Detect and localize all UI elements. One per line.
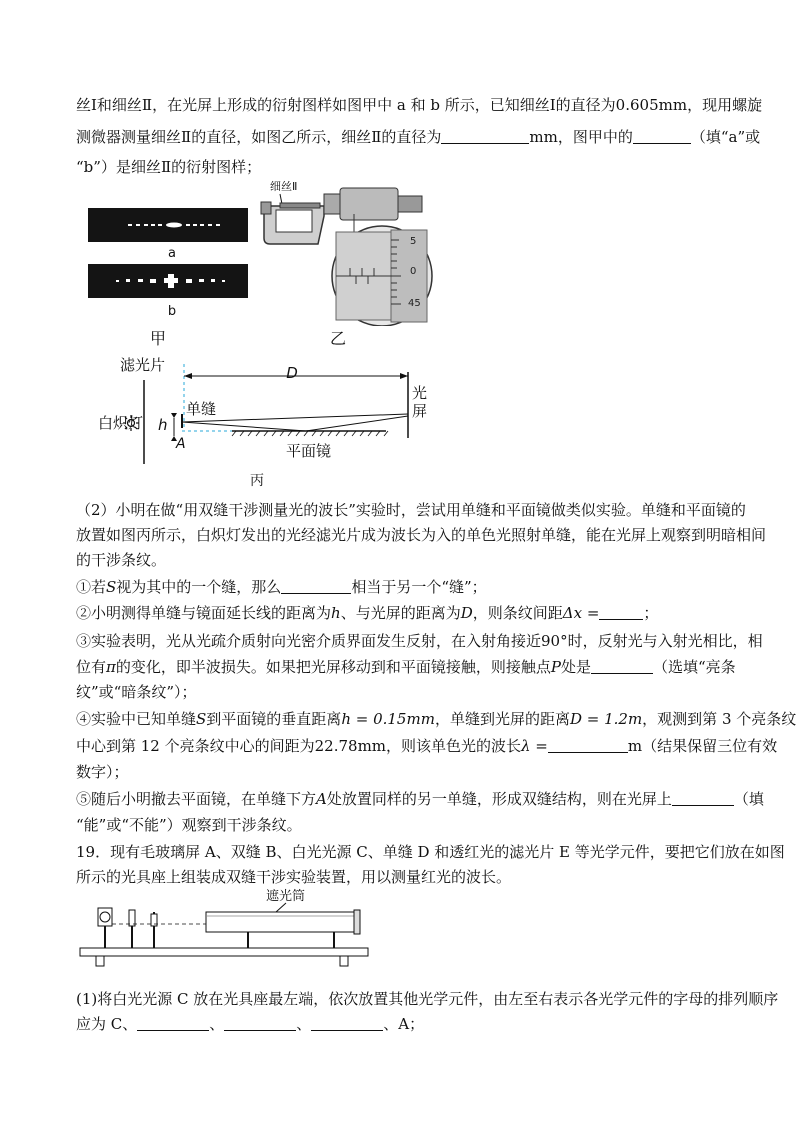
answer-blank-order-2[interactable] <box>224 1014 296 1031</box>
q19-p1-line-2 <box>76 1014 424 1034</box>
text: 位有 <box>76 658 107 676</box>
text: 的干涉条纹。 <box>76 551 167 569</box>
q2-line-1 <box>76 500 746 520</box>
text: 处是 <box>560 658 591 676</box>
text: 纹”或“暗条纹”）； <box>76 683 197 701</box>
value-D: D = 1.2m <box>569 710 643 728</box>
q2-line-2 <box>76 525 766 545</box>
text: ，则该单色光的波长 <box>386 737 522 755</box>
answer-blank-pattern[interactable] <box>633 127 691 144</box>
q2-sub-5 <box>76 789 764 809</box>
diameter-value: 0.605mm <box>615 96 688 114</box>
q2-sub-5-line-2 <box>76 815 302 835</box>
wire-label: 细丝Ⅱ <box>270 180 298 193</box>
answer-blank-3[interactable] <box>591 657 653 674</box>
symbol-dx: Δx <box>562 604 583 622</box>
text: （2）小明在做“用双缝干涉测量光的波长”实验时，尝试用单缝和平面镜做类似实验。单缝和平面镜的 <box>76 501 746 519</box>
text: ②小明测得单缝与镜面延长线的距离为 <box>76 604 332 622</box>
caption-yi: 乙 <box>330 329 347 348</box>
intro-line-3 <box>76 157 261 177</box>
symbol-A: A <box>316 790 327 808</box>
text: “b”）是细丝Ⅱ的衍射图样； <box>76 158 262 176</box>
text: 、 <box>209 1015 225 1033</box>
label-h: h <box>158 416 168 434</box>
label-a: a <box>168 246 176 261</box>
figure-jia <box>88 208 253 330</box>
q2-sub-3-line-2 <box>76 657 736 677</box>
filter-label: 滤光片 <box>120 356 166 374</box>
text: ，现用螺旋 <box>687 96 763 114</box>
text: （选填“亮条 <box>653 658 736 676</box>
intro-line-1 <box>76 95 762 115</box>
answer-blank-1[interactable] <box>281 577 351 594</box>
screen-label-1: 光 <box>412 384 428 402</box>
text: ，观测到第 3 个亮条纹 <box>642 710 797 728</box>
q2-sub-4 <box>76 709 796 729</box>
text: ； <box>643 604 659 622</box>
value-h: h = 0.15mm <box>341 710 435 728</box>
text: 处放置同样的另一单缝，形成双缝结构，则在光屏上 <box>326 790 672 808</box>
text: m（结果保留三位有效 <box>627 737 778 755</box>
text: 视为其中的一个缝，那么 <box>116 578 282 596</box>
label-A: A <box>176 436 186 452</box>
q19-line-2 <box>76 867 511 887</box>
q2-sub-4-line-2 <box>76 736 777 756</box>
text: 、与光屏的距离为 <box>340 604 461 622</box>
answer-blank-5[interactable] <box>672 789 734 806</box>
q2-sub-3-line-3 <box>76 682 197 702</box>
figure-optical-bench <box>76 886 376 976</box>
text: 、 <box>296 1015 312 1033</box>
shade-tube <box>206 912 356 932</box>
q2-sub-1 <box>76 577 487 597</box>
q2-sub-2 <box>76 603 658 623</box>
thimble[interactable] <box>340 188 398 220</box>
text: 应为 C、 <box>76 1015 138 1033</box>
text: 所示的光具座上组装成双缝干涉实验装置，用以测量红光的波长。 <box>76 868 512 886</box>
answer-blank-order-3[interactable] <box>311 1014 383 1031</box>
text: 、A； <box>383 1015 425 1033</box>
text: 相当于另一个“缝”； <box>351 578 487 596</box>
symbol-h: h <box>331 604 341 622</box>
text: ①若 <box>76 578 107 596</box>
mirror-label: 平面镜 <box>286 442 332 460</box>
figure-bing <box>96 352 456 472</box>
text: ，单缝到光屏的距离 <box>434 710 570 728</box>
symbol-P: P <box>550 658 561 676</box>
text: mm，图甲中的 <box>529 128 633 146</box>
symbol-lambda: λ = <box>521 737 548 755</box>
angle-90: 90° <box>541 632 568 650</box>
symbol-D: D <box>460 604 473 622</box>
screen-label-2: 屏 <box>412 402 428 420</box>
slit-label: 单缝 <box>186 400 217 418</box>
answer-blank-2[interactable] <box>599 603 643 620</box>
text: = <box>582 604 600 622</box>
text: 丝Ⅰ和细丝Ⅱ，在光屏上形成的衍射图样如图甲中 a 和 b 所示，已知细丝Ⅰ的直径为 <box>76 96 616 114</box>
tube-label: 遮光筒 <box>266 889 306 904</box>
text: 数字）； <box>76 763 129 781</box>
text: 时，反射光与入射光相比，相 <box>567 632 763 650</box>
answer-blank-order-1[interactable] <box>137 1014 209 1031</box>
ratchet[interactable] <box>398 196 422 212</box>
symbol-S: S <box>106 578 117 596</box>
intro-line-2 <box>76 127 760 147</box>
text: （填 <box>733 790 764 808</box>
scale-5: 5 <box>410 236 417 247</box>
answer-blank-4[interactable] <box>548 736 628 753</box>
text: 到平面镜的垂直距离 <box>206 710 342 728</box>
lamp-label: 白炽灯 <box>98 414 144 432</box>
caption-bing: 丙 <box>250 473 264 489</box>
text: ⑤随后小明撤去平面镜，在单缝下方 <box>76 790 317 808</box>
answer-blank-diameter[interactable] <box>441 127 529 144</box>
text: (1)将白光光源 C 放在光具座最左端，依次放置其他光学元件，由左至右表示各光学元件的字母的排列顺序 <box>76 990 779 1008</box>
text: 测微器测量细丝Ⅱ的直径，如图乙所示，细丝Ⅱ的直径为 <box>76 128 442 146</box>
q2-sub-3 <box>76 631 763 651</box>
text: ④实验中已知单缝 <box>76 710 197 728</box>
bench-rail <box>80 948 368 956</box>
label-b: b <box>167 304 177 319</box>
text: 的变化，即半波损失。如果把光屏移动到和平面镜接触，则接触点 <box>115 658 551 676</box>
value-spacing: 22.78mm <box>314 737 387 755</box>
label-D: D <box>286 364 298 382</box>
text: ③实验表明，光从光疏介质射向光密介质界面发生反射，在入射角接近 <box>76 632 542 650</box>
text: “能”或“不能”）观察到干涉条纹。 <box>76 816 302 834</box>
q2-sub-4-line-3 <box>76 762 129 782</box>
caption-jia: 甲 <box>150 329 167 348</box>
symbol-pi: π <box>106 658 116 676</box>
text: ，则条纹间距 <box>472 604 563 622</box>
q19-line-1 <box>76 842 785 862</box>
text: 中心到第 12 个亮条纹中心的间距为 <box>76 737 315 755</box>
symbol-S: S <box>196 710 207 728</box>
q2-line-3 <box>76 550 166 570</box>
scale-45: 45 <box>408 298 421 309</box>
text: 放置如图丙所示，白炽灯发出的光经滤光片成为波长为入的单色光照射单缝，能在光屏上观察到明暗相间 <box>76 526 767 544</box>
scale-0: 0 <box>410 266 417 277</box>
text: 19．现有毛玻璃屏 A、双缝 B、白光光源 C、单缝 D 和透红光的滤光片 E 等光学元件，要把它们放在如图 <box>76 843 785 861</box>
text: （填“a”或 <box>690 128 761 146</box>
figure-yi-micrometer <box>258 176 458 326</box>
q19-p1-line-1 <box>76 989 778 1009</box>
